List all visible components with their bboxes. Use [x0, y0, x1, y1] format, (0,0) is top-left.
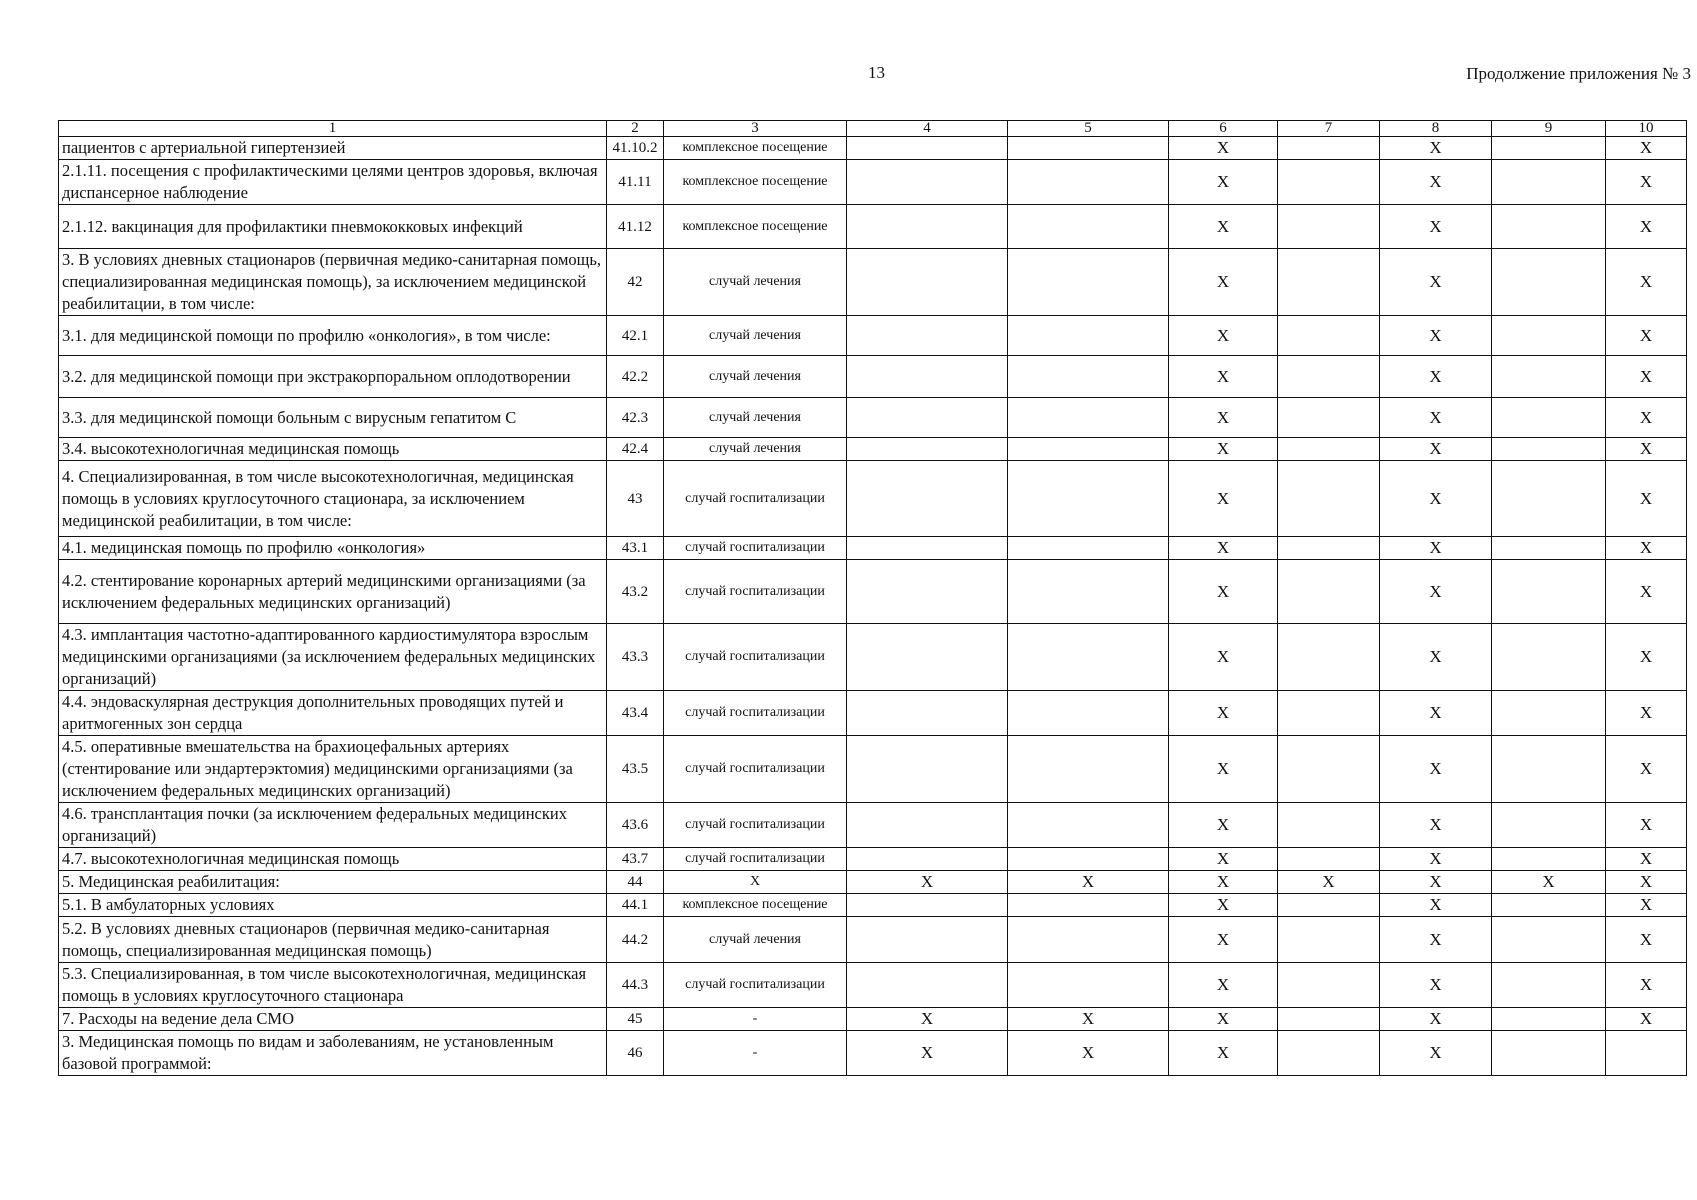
value-cell: X [1169, 205, 1278, 249]
row-name-cell: 3.2. для медицинской помощи при экстракорпоральном оплодотворении [59, 356, 607, 398]
table-row [59, 137, 1687, 160]
row-code-cell: 42.1 [607, 316, 664, 356]
value-cell: X [1380, 205, 1492, 249]
table-row [59, 894, 1687, 917]
value-cell [1008, 356, 1169, 398]
value-cell: X [1169, 160, 1278, 205]
unit-cell: случай госпитализации [664, 624, 847, 691]
value-cell [1492, 691, 1606, 736]
value-cell [847, 461, 1008, 537]
value-cell: X [1380, 398, 1492, 438]
value-cell [1278, 205, 1380, 249]
value-cell: X [1606, 537, 1687, 560]
value-cell: X [1169, 1008, 1278, 1031]
value-cell [1278, 537, 1380, 560]
value-cell: X [1008, 1031, 1169, 1076]
value-cell [847, 560, 1008, 624]
column-header: 4 [847, 121, 1008, 137]
value-cell [1492, 356, 1606, 398]
row-code-cell: 44.2 [607, 917, 664, 963]
value-cell: X [1169, 848, 1278, 871]
value-cell [1008, 560, 1169, 624]
value-cell: X [1606, 461, 1687, 537]
value-cell: X [1380, 137, 1492, 160]
value-cell: X [1380, 624, 1492, 691]
row-code-cell: 45 [607, 1008, 664, 1031]
row-code-cell: 43.1 [607, 537, 664, 560]
value-cell [847, 356, 1008, 398]
unit-cell: случай госпитализации [664, 537, 847, 560]
value-cell [1278, 803, 1380, 848]
unit-cell: случай госпитализации [664, 691, 847, 736]
value-cell: X [1606, 917, 1687, 963]
row-code-cell: 42 [607, 249, 664, 316]
row-name-cell: 5. Медицинская реабилитация: [59, 871, 607, 894]
row-name-cell: 4.3. имплантация частотно-адаптированного кардиостимулятора взрослым медицинскими организациями (за исключением федеральных медицинских организаций) [59, 624, 607, 691]
table-row [59, 438, 1687, 461]
value-cell [847, 160, 1008, 205]
value-cell [1278, 249, 1380, 316]
column-header: 3 [664, 121, 847, 137]
row-code-cell: 41.12 [607, 205, 664, 249]
row-code-cell: 43.2 [607, 560, 664, 624]
row-code-cell: 43.7 [607, 848, 664, 871]
value-cell [1008, 137, 1169, 160]
table-row [59, 848, 1687, 871]
value-cell: X [1169, 249, 1278, 316]
value-cell: X [1169, 963, 1278, 1008]
value-cell: X [1606, 560, 1687, 624]
table-row [59, 871, 1687, 894]
value-cell [847, 963, 1008, 1008]
header-row [59, 121, 1687, 137]
table-row [59, 461, 1687, 537]
row-name-cell: 3.4. высокотехнологичная медицинская помощь [59, 438, 607, 461]
table-row [59, 1031, 1687, 1076]
value-cell: X [1169, 803, 1278, 848]
unit-cell: X [664, 871, 847, 894]
value-cell: X [1278, 871, 1380, 894]
row-name-cell: 3.1. для медицинской помощи по профилю «онкология», в том числе: [59, 316, 607, 356]
data-table [58, 120, 1687, 1076]
column-header: 2 [607, 121, 664, 137]
value-cell [1278, 461, 1380, 537]
value-cell: X [1169, 560, 1278, 624]
row-name-cell: пациентов с артериальной гипертензией [59, 137, 607, 160]
column-header: 7 [1278, 121, 1380, 137]
unit-cell: - [664, 1008, 847, 1031]
value-cell [847, 848, 1008, 871]
value-cell: X [1606, 894, 1687, 917]
row-name-cell: 4.4. эндоваскулярная деструкция дополнительных проводящих путей и аритмогенных зон сердца [59, 691, 607, 736]
value-cell: X [1606, 1008, 1687, 1031]
value-cell: X [1008, 1008, 1169, 1031]
value-cell [1492, 894, 1606, 917]
value-cell [1278, 963, 1380, 1008]
row-code-cell: 43.6 [607, 803, 664, 848]
row-name-cell: 4.1. медицинская помощь по профилю «онкология» [59, 537, 607, 560]
table-row [59, 398, 1687, 438]
value-cell [847, 691, 1008, 736]
value-cell: X [1606, 803, 1687, 848]
value-cell: X [1492, 871, 1606, 894]
value-cell [1278, 356, 1380, 398]
row-name-cell: 4.2. стентирование коронарных артерий медицинскими организациями (за исключением федеральных медицинских организаций) [59, 560, 607, 624]
value-cell [1278, 316, 1380, 356]
value-cell [1278, 560, 1380, 624]
value-cell [1278, 736, 1380, 803]
unit-cell: случай лечения [664, 316, 847, 356]
value-cell: X [1606, 624, 1687, 691]
value-cell: X [1606, 871, 1687, 894]
value-cell [847, 537, 1008, 560]
value-cell: X [1169, 438, 1278, 461]
value-cell [847, 398, 1008, 438]
value-cell [1008, 691, 1169, 736]
column-header: 8 [1380, 121, 1492, 137]
value-cell [1008, 461, 1169, 537]
value-cell [847, 624, 1008, 691]
row-code-cell: 43.3 [607, 624, 664, 691]
table-row [59, 249, 1687, 316]
unit-cell: случай лечения [664, 917, 847, 963]
value-cell: X [1606, 205, 1687, 249]
value-cell [1008, 736, 1169, 803]
value-cell: X [1169, 894, 1278, 917]
value-cell: X [1380, 1008, 1492, 1031]
value-cell: X [1380, 803, 1492, 848]
value-cell: X [1169, 316, 1278, 356]
row-code-cell: 43.4 [607, 691, 664, 736]
row-name-cell: 2.1.12. вакцинация для профилактики пневмококковых инфекций [59, 205, 607, 249]
appendix-continuation-label: Продолжение приложения № 3 [1466, 64, 1691, 83]
unit-cell: случай лечения [664, 398, 847, 438]
value-cell: X [1008, 871, 1169, 894]
value-cell [1008, 963, 1169, 1008]
column-header: 6 [1169, 121, 1278, 137]
value-cell: X [1606, 691, 1687, 736]
value-cell [847, 205, 1008, 249]
value-cell: X [1606, 356, 1687, 398]
value-cell: X [1606, 137, 1687, 160]
value-cell: X [1606, 848, 1687, 871]
unit-cell: комплексное посещение [664, 894, 847, 917]
value-cell [1008, 438, 1169, 461]
column-header: 1 [59, 121, 607, 137]
row-code-cell: 46 [607, 1031, 664, 1076]
value-cell [1008, 205, 1169, 249]
value-cell [1492, 537, 1606, 560]
table-body [59, 121, 1687, 1076]
value-cell [1278, 1031, 1380, 1076]
value-cell: X [1169, 461, 1278, 537]
value-cell: X [1380, 963, 1492, 1008]
table-row [59, 356, 1687, 398]
value-cell [1278, 848, 1380, 871]
value-cell: X [1169, 736, 1278, 803]
table-row [59, 316, 1687, 356]
unit-cell: случай лечения [664, 249, 847, 316]
column-header: 10 [1606, 121, 1687, 137]
row-name-cell: 2.1.11. посещения с профилактическими целями центров здоровья, включая диспансерное наблюдение [59, 160, 607, 205]
row-code-cell: 42.3 [607, 398, 664, 438]
row-code-cell: 43 [607, 461, 664, 537]
value-cell [1606, 1031, 1687, 1076]
unit-cell: случай госпитализации [664, 736, 847, 803]
value-cell: X [1380, 438, 1492, 461]
unit-cell: случай лечения [664, 356, 847, 398]
value-cell: X [1380, 560, 1492, 624]
value-cell: X [1606, 249, 1687, 316]
row-name-cell: 7. Расходы на ведение дела СМО [59, 1008, 607, 1031]
value-cell [847, 316, 1008, 356]
value-cell: X [1380, 160, 1492, 205]
row-code-cell: 42.2 [607, 356, 664, 398]
value-cell [1492, 1031, 1606, 1076]
table-row [59, 560, 1687, 624]
value-cell [1278, 438, 1380, 461]
value-cell: X [1606, 316, 1687, 356]
row-name-cell: 4.6. трансплантация почки (за исключением федеральных медицинских организаций) [59, 803, 607, 848]
row-name-cell: 4.5. оперативные вмешательства на брахиоцефальных артериях (стентирование или эндартерэктомия) медицинскими организациями (за исключением федеральных медицинских организаций) [59, 736, 607, 803]
unit-cell: комплексное посещение [664, 205, 847, 249]
value-cell [847, 137, 1008, 160]
value-cell: X [1606, 398, 1687, 438]
unit-cell: случай госпитализации [664, 848, 847, 871]
row-name-cell: 5.2. В условиях дневных стационаров (первичная медико-санитарная помощь, специализированная медицинская помощь) [59, 917, 607, 963]
value-cell [1278, 1008, 1380, 1031]
unit-cell: случай госпитализации [664, 461, 847, 537]
value-cell [1278, 160, 1380, 205]
row-name-cell: 3. Медицинская помощь по видам и заболеваниям, не установленным базовой программой: [59, 1031, 607, 1076]
table-row [59, 736, 1687, 803]
row-code-cell: 44 [607, 871, 664, 894]
value-cell [1492, 438, 1606, 461]
value-cell: X [1169, 917, 1278, 963]
value-cell [1008, 803, 1169, 848]
value-cell [1008, 249, 1169, 316]
value-cell [1492, 205, 1606, 249]
value-cell [847, 736, 1008, 803]
value-cell [1492, 917, 1606, 963]
row-name-cell: 3.3. для медицинской помощи больным с вирусным гепатитом С [59, 398, 607, 438]
value-cell [1492, 803, 1606, 848]
value-cell [1492, 249, 1606, 316]
value-cell [1492, 137, 1606, 160]
page-number: 13 [868, 63, 885, 82]
row-code-cell: 43.5 [607, 736, 664, 803]
unit-cell: случай госпитализации [664, 803, 847, 848]
value-cell: X [1169, 1031, 1278, 1076]
value-cell: X [1380, 894, 1492, 917]
unit-cell: комплексное посещение [664, 137, 847, 160]
value-cell [1492, 848, 1606, 871]
value-cell: X [1380, 871, 1492, 894]
table-row [59, 691, 1687, 736]
unit-cell: случай лечения [664, 438, 847, 461]
unit-cell: комплексное посещение [664, 160, 847, 205]
value-cell [1278, 691, 1380, 736]
row-name-cell: 3. В условиях дневных стационаров (первичная медико-санитарная помощь, специализированная медицинская помощь), за исключением медицинской реабилитации, в том числе: [59, 249, 607, 316]
value-cell: X [1380, 537, 1492, 560]
value-cell: X [1380, 461, 1492, 537]
value-cell: X [1169, 871, 1278, 894]
value-cell: X [1380, 316, 1492, 356]
value-cell [1492, 461, 1606, 537]
value-cell [1492, 160, 1606, 205]
row-code-cell: 42.4 [607, 438, 664, 461]
value-cell [1492, 398, 1606, 438]
value-cell [1492, 560, 1606, 624]
value-cell [1008, 316, 1169, 356]
value-cell: X [847, 871, 1008, 894]
value-cell: X [1169, 398, 1278, 438]
unit-cell: случай госпитализации [664, 560, 847, 624]
table-row [59, 1008, 1687, 1031]
value-cell: X [1606, 160, 1687, 205]
column-header: 5 [1008, 121, 1169, 137]
value-cell: X [847, 1031, 1008, 1076]
value-cell: X [1606, 963, 1687, 1008]
table-row [59, 917, 1687, 963]
row-code-cell: 41.11 [607, 160, 664, 205]
value-cell: X [1380, 356, 1492, 398]
value-cell: X [1380, 691, 1492, 736]
value-cell [1492, 624, 1606, 691]
value-cell: X [1169, 537, 1278, 560]
row-code-cell: 44.3 [607, 963, 664, 1008]
row-code-cell: 41.10.2 [607, 137, 664, 160]
value-cell [847, 917, 1008, 963]
value-cell [1008, 624, 1169, 691]
value-cell: X [1169, 356, 1278, 398]
value-cell [1008, 917, 1169, 963]
value-cell [1278, 894, 1380, 917]
value-cell [1278, 917, 1380, 963]
value-cell: X [1380, 1031, 1492, 1076]
value-cell [1008, 160, 1169, 205]
value-cell: X [1606, 438, 1687, 461]
row-name-cell: 4. Специализированная, в том числе высокотехнологичная, медицинская помощь в условиях круглосуточного стационара, за исключением медицинской реабилитации, в том числе: [59, 461, 607, 537]
value-cell [1492, 1008, 1606, 1031]
column-header: 9 [1492, 121, 1606, 137]
row-name-cell: 4.7. высокотехнологичная медицинская помощь [59, 848, 607, 871]
value-cell: X [1380, 736, 1492, 803]
value-cell [847, 438, 1008, 461]
value-cell [1492, 736, 1606, 803]
value-cell: X [1380, 249, 1492, 316]
value-cell [1008, 537, 1169, 560]
row-name-cell: 5.1. В амбулаторных условиях [59, 894, 607, 917]
value-cell: X [1169, 137, 1278, 160]
unit-cell: случай госпитализации [664, 963, 847, 1008]
value-cell [1278, 624, 1380, 691]
row-name-cell: 5.3. Специализированная, в том числе высокотехнологичная, медицинская помощь в условиях круглосуточного стационара [59, 963, 607, 1008]
value-cell [1278, 398, 1380, 438]
table-row [59, 803, 1687, 848]
table-row [59, 205, 1687, 249]
value-cell [1492, 316, 1606, 356]
value-cell [1008, 848, 1169, 871]
table-row [59, 160, 1687, 205]
value-cell: X [1380, 917, 1492, 963]
value-cell: X [1169, 624, 1278, 691]
value-cell: X [1380, 848, 1492, 871]
value-cell [847, 803, 1008, 848]
value-cell [1492, 963, 1606, 1008]
value-cell [1008, 894, 1169, 917]
value-cell: X [847, 1008, 1008, 1031]
value-cell [1008, 398, 1169, 438]
table-row [59, 537, 1687, 560]
value-cell [847, 894, 1008, 917]
table-row [59, 624, 1687, 691]
value-cell: X [1169, 691, 1278, 736]
value-cell: X [1606, 736, 1687, 803]
row-code-cell: 44.1 [607, 894, 664, 917]
value-cell [1278, 137, 1380, 160]
table-row [59, 963, 1687, 1008]
value-cell [847, 249, 1008, 316]
unit-cell: - [664, 1031, 847, 1076]
